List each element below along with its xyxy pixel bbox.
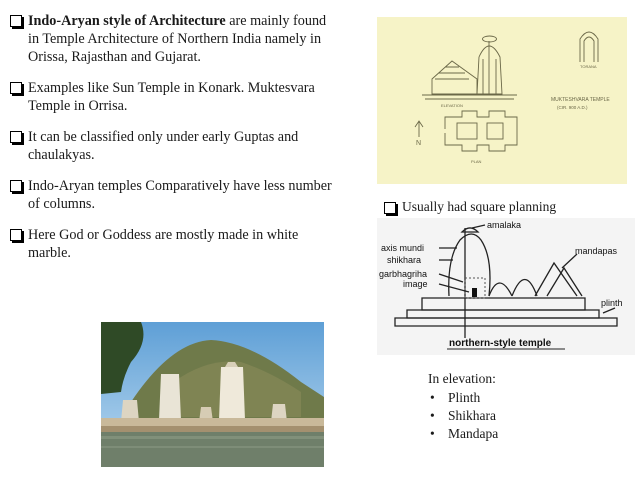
checkbox-bullet-icon <box>10 15 22 27</box>
bullet-text: Examples like Sun Temple in Konark. Muktesvara Temple in Orrisa. <box>28 80 315 114</box>
bullet-text: It can be classified only under early Guptas and chaulakyas. <box>28 129 299 163</box>
temple-plan-drawing <box>377 17 627 184</box>
elevation-item-plinth: • Plinth <box>428 389 498 407</box>
square-planning-caption <box>384 199 556 215</box>
elevation-items <box>428 389 498 443</box>
temple-plan-sketch-image <box>377 17 627 184</box>
mandapas-label: mandapas <box>575 246 618 256</box>
northern-temple-drawing <box>377 218 635 355</box>
plinth-label: plinth <box>601 298 623 308</box>
checkbox-bullet-icon <box>10 82 22 94</box>
temple-photo-image <box>101 322 324 467</box>
elevation-item-shikhara: • Shikhara <box>428 407 498 425</box>
checkbox-bullet-icon <box>10 131 22 143</box>
elevation-label: ELEVATION <box>441 103 463 108</box>
elevation-heading: In elevation: <box>428 371 496 386</box>
north-label: N <box>416 140 422 147</box>
bullet-bold-text: Indo-Aryan style of Architecture <box>28 13 226 29</box>
plan-label: PLAN <box>471 159 482 164</box>
bullet-examples <box>9 79 339 115</box>
garbhagriha-label: garbhagriha <box>379 269 428 279</box>
bullet-classification <box>9 128 339 164</box>
mukteshvara-title-label: MUKTESHVARA TEMPLE <box>551 97 610 103</box>
torana-label: TORANA <box>580 64 597 69</box>
date-label: (CIR. 900 A.D.) <box>557 105 588 110</box>
bullet-god-goddess <box>9 226 339 262</box>
elevation-list <box>428 370 498 443</box>
checkbox-bullet-icon <box>10 180 22 192</box>
shikhara-label: shikhara <box>387 255 422 265</box>
checkbox-bullet-icon <box>10 229 22 241</box>
checkbox-bullet-icon <box>384 202 396 214</box>
amalaka-label: amalaka <box>487 220 522 230</box>
bullet-list <box>9 12 339 275</box>
axis-mundi-label: axis mundi <box>381 243 425 253</box>
bullet-text: Here God or Goddess are mostly made in white marble. <box>28 227 299 261</box>
northern-temple-diagram-image <box>377 218 635 355</box>
bullet-indo-aryan-style <box>9 12 339 66</box>
image-label: image <box>403 279 428 289</box>
diagram-title: northern-style temple <box>449 338 552 349</box>
caption-text: Usually had square planning <box>402 199 557 214</box>
elevation-item-mandapa: • Mandapa <box>428 425 498 443</box>
bullet-text: Indo-Aryan temples Comparatively have less number of columns. <box>28 178 332 212</box>
bullet-text: are mainly found in Temple Architecture of Northern India namely in Orissa, Rajasthan and Gujarat. <box>28 13 327 65</box>
temple-photo-drawing <box>101 322 324 467</box>
bullet-columns <box>9 177 339 213</box>
